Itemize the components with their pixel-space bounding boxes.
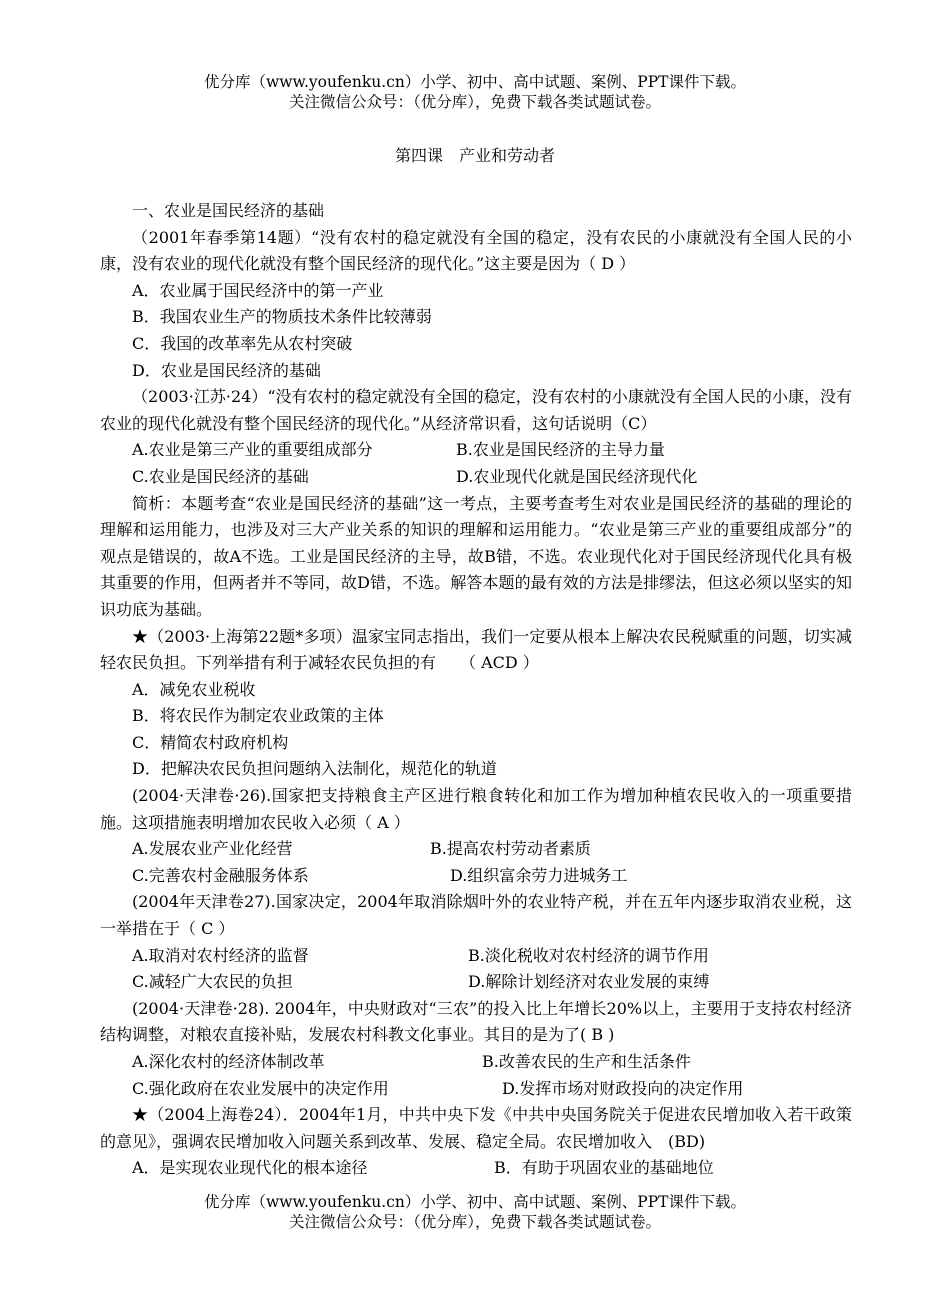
- question-4-options-row-1: [100, 836, 852, 863]
- question-6-option-b: B.改善农民的生产和生活条件: [482, 1052, 691, 1071]
- question-6-option-d: D.发挥市场对财政投向的决定作用: [502, 1078, 744, 1098]
- question-2-option-a: A.农业是第三产业的重要组成部分: [132, 440, 373, 460]
- question-6-options-row-2: [100, 1076, 852, 1103]
- question-7-stem: ★（2004上海卷24）．2004年1月，中共中央下发《中共中央国务院关于促进农民增加收入若干政策的意见》，强调农民增加收入问题关系到改革、发展、稳定全局。农民增加收入 (BD): [100, 1105, 852, 1151]
- question-2-option-b: B.农业是国民经济的主导力量: [456, 440, 665, 460]
- question-2-stem: （2003·江苏·24）“没有农村的稳定就没有全国的稳定，没有农村的小康就没有全国人民的小康，没有农业的现代化就没有整个国民经济的现代化。”从经济常识看，这句话说明（C）: [100, 387, 852, 433]
- header-line-1: 优分库（www.youfenku.cn）小学、初中、高中试题、案例、PPT课件下载。: [203, 73, 747, 91]
- question-4-option-b: B.提高农村劳动者素质: [430, 839, 591, 859]
- question-5-options-row-2: [100, 969, 852, 996]
- document-body: [100, 198, 852, 1182]
- question-1-option-a: A．农业属于国民经济中的第一产业: [132, 280, 384, 300]
- header-line-2: 关注微信公众号：（优分库），免费下载各类试题试卷。: [288, 93, 661, 111]
- question-5-option-b: B.淡化税收对农村经济的调节作用: [468, 945, 709, 965]
- footer-line-1: 优分库（www.youfenku.cn）小学、初中、高中试题、案例、PPT课件下载。: [203, 1193, 747, 1211]
- question-3-option-b: B．将农民作为制定农业政策的主体: [132, 706, 384, 726]
- question-2-options-row-1: [100, 437, 852, 464]
- question-1-option-b: B．我国农业生产的物质技术条件比较薄弱: [132, 307, 432, 327]
- question-5-option-d: D.解除计划经济对农业发展的束缚: [468, 972, 710, 992]
- question-6-option-c: C.强化政府在农业发展中的决定作用: [132, 1078, 389, 1098]
- question-3-stem: ★（2003·上海第22题*多项）温家宝同志指出，我们一定要从根本上解决农民税赋重的问题，切实减轻农民负担。下列举措有利于减轻农民负担的有 （ ACD ）: [100, 626, 852, 673]
- question-6-option-a: A.深化农村的经济体制改革: [132, 1052, 325, 1071]
- question-3-option-d: D．把解决农民负担问题纳入法制化，规范化的轨道: [132, 759, 497, 779]
- footer-line-2: 关注微信公众号：（优分库），免费下载各类试题试卷。: [288, 1213, 661, 1231]
- question-5-options-row-1: [100, 943, 852, 970]
- question-2-option-c: C.农业是国民经济的基础: [132, 466, 309, 486]
- question-6-stem: (2004·天津卷·28). 2004年，中央财政对“三农”的投入比上年增长20%以上，主要用于支持农村经济结构调整，对粮农直接补贴，发展农村科教文化事业。其目的是为了( B ): [100, 998, 852, 1045]
- section-heading: 一、农业是国民经济的基础: [132, 201, 325, 220]
- question-4-option-a: A.发展农业产业化经营: [132, 839, 293, 859]
- question-3-option-c: C．精简农村政府机构: [132, 732, 289, 752]
- page-footer: [0, 1192, 950, 1232]
- question-4-option-d: D.组织富余劳力进城务工: [450, 865, 628, 885]
- question-3-option-a: A．减免农业税收: [132, 679, 256, 699]
- question-4-stem: (2004·天津卷·26).国家把支持粮食主产区进行粮食转化和加工作为增加种植农民收入的一项重要措施。这项措施表明增加农民收入必须（ A ）: [100, 786, 852, 832]
- page-title: 第四课 产业和劳动者: [394, 146, 555, 165]
- question-2-options-row-2: [100, 464, 852, 491]
- question-2-analysis: 简析：本题考查“农业是国民经济的基础”这一考点，主要考查考生对农业是国民经济的基础的理论的理解和运用能力，也涉及对三大产业关系的知识的理解和运用能力。“农业是第三产业的重要组成部分”的观点是错误的，故A不选。工业是国民经济的主导，故B错，不选。农业现代化对于国民经济现代化具有极其重要的作用，但两者并不等同，故D错，不选。解答本题的最有效的方法是排缪法，但这必须以坚实的知识功底为基础。: [100, 493, 852, 619]
- question-6-options-row-1: [100, 1049, 852, 1076]
- question-7-option-b: B．有助于巩固农业的基础地位: [494, 1158, 714, 1178]
- question-7-option-a: A．是实现农业现代化的根本途径: [132, 1158, 368, 1178]
- question-4-option-c: C.完善农村金融服务体系: [132, 865, 309, 885]
- question-7-options-row-1: [100, 1155, 852, 1182]
- question-5-option-a: A.取消对农村经济的监督: [132, 945, 309, 965]
- question-1-stem: （2001年春季第14题）“没有农村的稳定就没有全国的稳定，没有农民的小康就没有全国人民的小康，没有农业的现代化就没有整个国民经济的现代化。”这主要是因为（ D ）: [100, 227, 852, 274]
- question-5-stem: (2004年天津卷27).国家决定，2004年取消除烟叶外的农业特产税，并在五年内逐步取消农业税，这一举措在于（ C ）: [100, 892, 852, 939]
- question-5-option-c: C.减轻广大农民的负担: [132, 972, 293, 992]
- question-1-option-d: D．农业是国民经济的基础: [132, 360, 321, 380]
- page-header: [0, 72, 950, 112]
- question-1-option-c: C．我国的改革率先从农村突破: [132, 333, 353, 353]
- question-4-options-row-2: [100, 863, 852, 890]
- question-2-option-d: D.农业现代化就是国民经济现代化: [456, 466, 698, 486]
